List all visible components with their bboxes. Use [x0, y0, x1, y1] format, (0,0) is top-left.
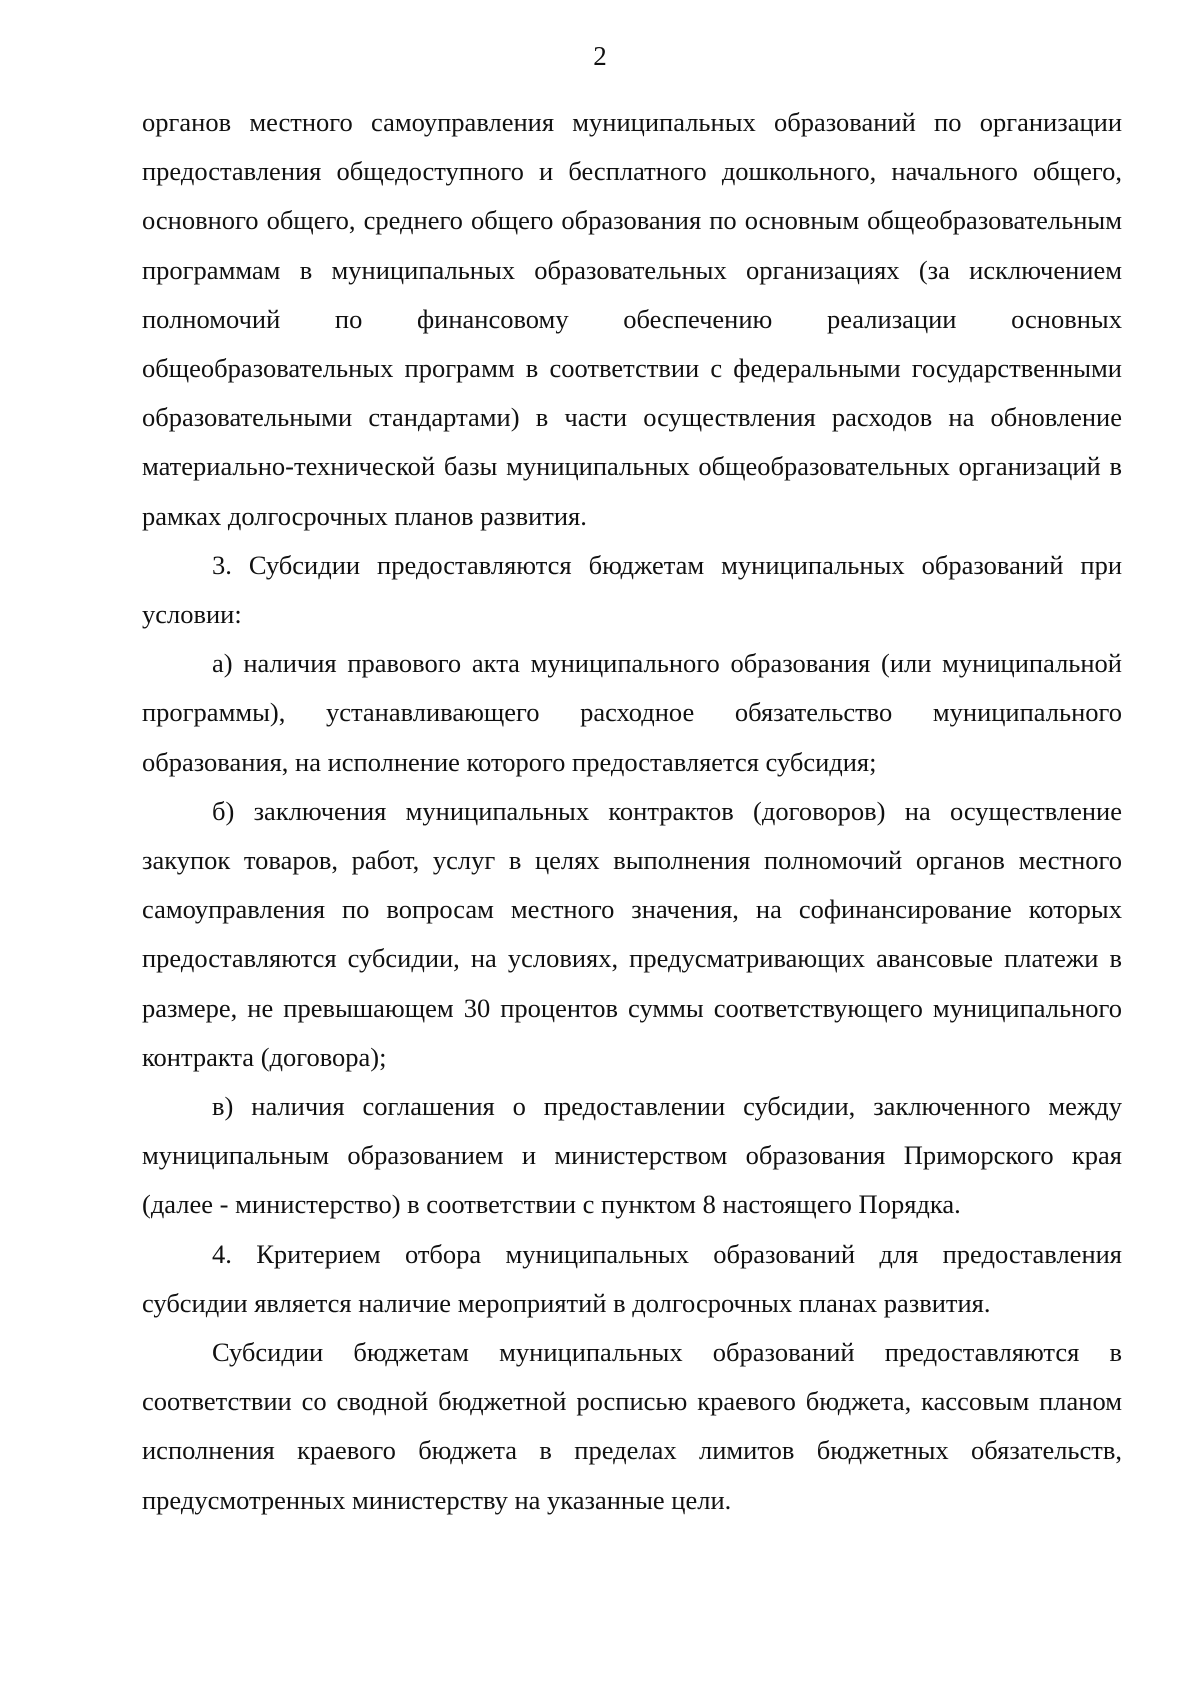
paragraph-item-4: 4. Критерием отбора муниципальных образований для предоставления субсидии является наличие мероприятий в долгосрочных планах развития.	[142, 1238, 1122, 1318]
paragraph-item-3: 3. Субсидии предоставляются бюджетам муниципальных образований при условии:	[142, 549, 1122, 630]
paragraph-subitem-v: в) наличия соглашения о предоставлении субсидии, заключенного между муниципальным образованием и министерством образования Приморского края (далее - министерство) в соответствии с пунктом 8 настоящего Порядка.	[142, 1091, 1122, 1220]
paragraph-subitem-a: а) наличия правового акта муниципального образования (или муниципальной программы), устанавливающего расходное обязательство муниципального образования, на исполнение которого предоставляется субсидия;	[142, 648, 1122, 777]
document-body	[142, 98, 1122, 1525]
paragraph-subsidies: Субсидии бюджетам муниципальных образований предоставляются в соответствии со сводной бюджетной росписью краевого бюджета, кассовым планом исполнения краевого бюджета в пределах лимитов бюджетных обязательств, предусмотренных министерству на указанные цели.	[142, 1337, 1122, 1515]
paragraph-continuation: органов местного самоуправления муниципальных образований по организации предоставления общедоступного и бесплатного дошкольного, начального общего, основного общего, среднего общего образования по основным общеобразовательным программам в муниципальных образовательных организациях (за исключением полномочий по финансовому обеспечению реализации основных общеобразовательных программ в соответствии с федеральными государственными образовательными стандартами) в части осуществления расходов на обновление материально-технической базы муниципальных общеобразовательных организаций в рамках долгосрочных планов развития.	[142, 107, 1122, 531]
page-number: 2	[593, 41, 607, 71]
paragraph-subitem-b: б) заключения муниципальных контрактов (договоров) на осуществление закупок товаров, работ, услуг в целях выполнения полномочий органов местного самоуправления по вопросам местного значения, на софинансирование которых предоставляются субсидии, на условиях, предусматривающих авансовые платежи в размере, не превышающем 30 процентов суммы соответствующего муниципального контракта (договора);	[142, 795, 1122, 1072]
